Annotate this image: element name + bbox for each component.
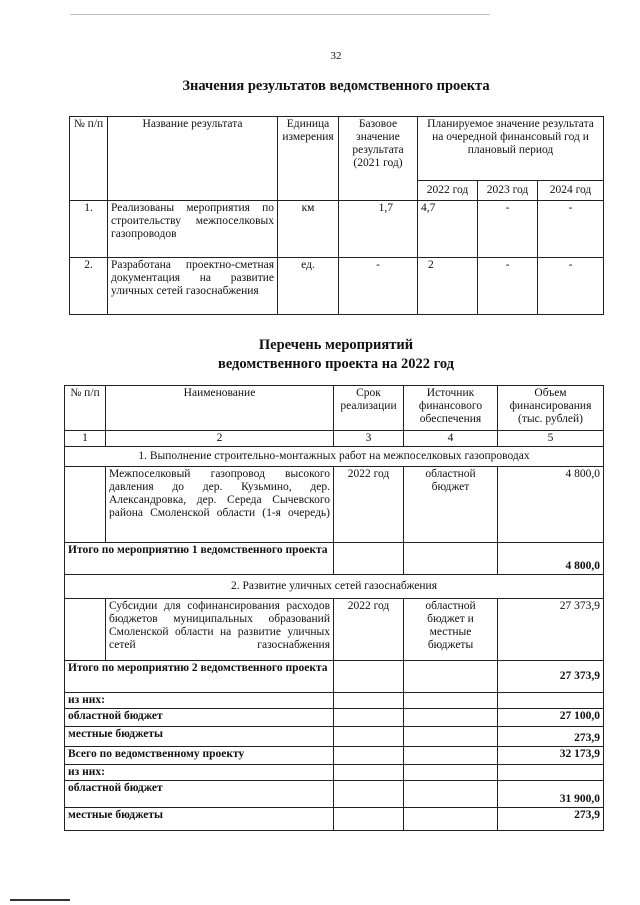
header-2022: 2022 год xyxy=(418,181,478,201)
row-2022-value: 2 xyxy=(428,259,434,271)
results-title: Значения результатов ведомственного проекта xyxy=(182,78,490,94)
header-2023: 2023 год xyxy=(478,181,538,201)
header-term: Срок реализации xyxy=(334,386,404,431)
measure-2-name: Субсидии для софинансирования расходов бюджетов муниципальных образований Смоленской области на развитие уличных сетей газоснабжения xyxy=(106,599,334,661)
subtotal-row xyxy=(65,727,604,747)
section-2-title: 2. Развитие уличных сетей газоснабжения xyxy=(65,575,604,599)
col-number: 5 xyxy=(498,431,604,447)
empty-cell xyxy=(404,808,498,831)
empty-cell xyxy=(404,747,498,765)
measure-2-source: областной бюджет и местные бюджеты xyxy=(404,599,498,661)
regional-volume: 27 100,0 xyxy=(498,709,604,727)
grand-total-volume: 32 173,9 xyxy=(498,747,604,765)
local-label: местные бюджеты xyxy=(65,727,334,747)
empty-cell xyxy=(334,727,404,747)
empty-cell xyxy=(404,765,498,781)
table-row xyxy=(70,201,604,258)
of-which-label-2: из них: xyxy=(65,765,334,781)
total-2-volume: 27 373,9 xyxy=(498,661,604,693)
row-num xyxy=(65,599,106,661)
empty-cell xyxy=(404,543,498,575)
empty-cell xyxy=(498,765,604,781)
local-total-volume: 273,9 xyxy=(498,808,604,831)
empty-cell xyxy=(334,661,404,693)
header-num: № п/п xyxy=(65,386,106,431)
header-2024: 2024 год xyxy=(538,181,604,201)
results-table xyxy=(69,116,604,315)
measure-2-volume: 27 373,9 xyxy=(498,599,604,661)
local-volume: 273,9 xyxy=(498,727,604,747)
grand-total-row xyxy=(65,747,604,765)
row-unit: км xyxy=(278,201,339,258)
row-num: 2. xyxy=(70,258,108,315)
subtotal-row xyxy=(65,709,604,727)
col-number: 1 xyxy=(65,431,106,447)
empty-cell xyxy=(334,693,404,709)
row-num: 1. xyxy=(70,201,108,258)
empty-cell xyxy=(334,765,404,781)
subtotal-row xyxy=(65,693,604,709)
measure-1-source: областной бюджет xyxy=(404,467,498,543)
table-row xyxy=(70,258,604,315)
header-base: Базовое значение результата (2021 год) xyxy=(339,117,418,201)
measures-title-line2: ведомственного проекта на 2022 год xyxy=(217,356,455,372)
row-name: Разработана проектно-сметная документация на развитие уличных сетей газоснабжения xyxy=(108,258,278,315)
empty-cell xyxy=(404,693,498,709)
header-volume: Объем финансирования (тыс. рублей) xyxy=(498,386,604,431)
local-total-label: местные бюджеты xyxy=(65,808,334,831)
section-1-title: 1. Выполнение строительно-монтажных работ на межпоселковых газопроводах xyxy=(65,447,604,467)
regional-label: областной бюджет xyxy=(65,709,334,727)
regional-total-label: областной бюджет xyxy=(65,781,334,808)
col-number: 2 xyxy=(106,431,334,447)
row-unit: ед. xyxy=(278,258,339,315)
header-planned: Планируемое значение результата на очередной финансовый год и плановый период xyxy=(418,117,604,181)
empty-cell xyxy=(404,661,498,693)
header-source: Источник финансового обеспечения xyxy=(404,386,498,431)
row-2022: 4,7 xyxy=(418,201,478,258)
empty-cell xyxy=(404,709,498,727)
total-1-volume: 4 800,0 xyxy=(498,543,604,575)
row-num xyxy=(65,467,106,543)
col-number: 4 xyxy=(404,431,498,447)
total-row xyxy=(65,661,604,693)
row-2022 xyxy=(418,258,478,315)
section-row xyxy=(65,447,604,467)
scan-artifact-bottom xyxy=(10,899,70,901)
empty-cell xyxy=(334,781,404,808)
measure-1-volume: 4 800,0 xyxy=(498,467,604,543)
empty-cell xyxy=(334,709,404,727)
row-name: Реализованы мероприятия по строительству межпоселковых газопроводов xyxy=(108,201,278,258)
table-row xyxy=(65,467,604,543)
row-base: - xyxy=(339,258,418,315)
row-2023: - xyxy=(478,201,538,258)
empty-cell xyxy=(334,543,404,575)
measure-2-term: 2022 год xyxy=(334,599,404,661)
of-which-label: из них: xyxy=(65,693,334,709)
row-base: 1,7 xyxy=(339,201,418,258)
row-2024: - xyxy=(538,201,604,258)
row-2024: - xyxy=(538,258,604,315)
measures-header-row xyxy=(65,386,604,431)
measure-1-name: Межпоселковый газопровод высокого давления до дер. Кузьмино, дер. Александровка, дер. Середа Сычевского района Смоленской области (1-я очередь) xyxy=(106,467,334,543)
subtotal-row xyxy=(65,808,604,831)
empty-cell xyxy=(404,727,498,747)
measure-1-term: 2022 год xyxy=(334,467,404,543)
header-name: Название результата xyxy=(108,117,278,201)
grand-total-label: Всего по ведомственному проекту xyxy=(65,747,334,765)
header-unit: Единица измерения xyxy=(278,117,339,201)
subtotal-row xyxy=(65,781,604,808)
total-1-label: Итого по мероприятию 1 ведомственного проекта xyxy=(65,543,334,575)
page-number: 32 xyxy=(330,50,342,62)
measures-table xyxy=(64,385,604,831)
measures-title-line1: Перечень мероприятий xyxy=(258,337,414,353)
empty-cell xyxy=(334,747,404,765)
empty-cell xyxy=(498,693,604,709)
row-2023: - xyxy=(478,258,538,315)
empty-cell xyxy=(404,781,498,808)
header-num: № п/п xyxy=(70,117,108,201)
column-numbers-row xyxy=(65,431,604,447)
col-number: 3 xyxy=(334,431,404,447)
results-header-row xyxy=(70,117,604,181)
measures-title xyxy=(0,336,640,374)
scan-artifact-top xyxy=(70,14,490,15)
regional-total-volume: 31 900,0 xyxy=(498,781,604,808)
subtotal-row xyxy=(65,765,604,781)
total-row xyxy=(65,543,604,575)
header-name: Наименование xyxy=(106,386,334,431)
section-row xyxy=(65,575,604,599)
table-row xyxy=(65,599,604,661)
empty-cell xyxy=(334,808,404,831)
total-2-label: Итого по мероприятию 2 ведомственного проекта xyxy=(65,661,334,693)
